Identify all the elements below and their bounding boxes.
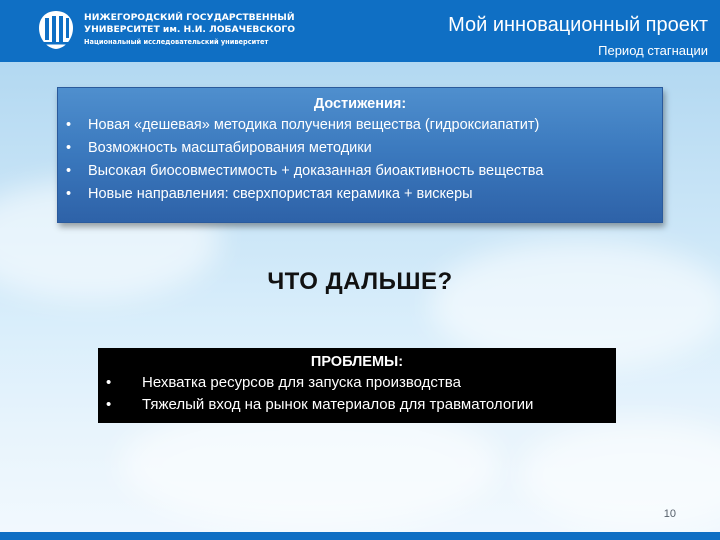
footer-bar [0, 532, 720, 540]
problems-heading: ПРОБЛЕМЫ: [310, 354, 404, 370]
university-name [84, 12, 295, 48]
problems-box [98, 348, 616, 423]
achievement-text: Высокая биосовместимость + доказанная биоактивность вещества [88, 163, 544, 179]
bullet-icon: • [66, 163, 72, 179]
list-item [66, 114, 662, 137]
slide-subtitle: Период стагнации [598, 43, 708, 58]
header-bar [0, 0, 720, 62]
achievements-box [57, 87, 663, 223]
university-line-3: Национальный исследовательский университет [84, 38, 269, 46]
list-item [106, 372, 616, 394]
list-item [106, 394, 616, 416]
list-item [66, 160, 662, 183]
university-line-1: НИЖЕГОРОДСКИЙ ГОСУДАРСТВЕННЫЙ [84, 12, 295, 23]
problem-text: Нехватка ресурсов для запуска производства [142, 374, 461, 391]
problems-list [98, 372, 616, 416]
bullet-icon: • [106, 396, 112, 413]
bullet-icon: • [66, 140, 72, 156]
achievements-heading: Достижения: [313, 96, 407, 112]
achievement-text: Новая «дешевая» методика получения вещества (гидроксиапатит) [88, 117, 540, 133]
question-heading: ЧТО ДАЛЬШЕ? [267, 268, 453, 295]
problem-text: Тяжелый вход на рынок материалов для травматологии [142, 396, 534, 413]
bullet-icon: • [106, 374, 112, 391]
achievement-text: Новые направления: сверхпористая керамика + вискеры [88, 186, 473, 202]
background-cloud [520, 420, 720, 530]
page-number: 10 [663, 508, 676, 520]
bullet-icon: • [66, 186, 72, 202]
university-logo-icon [34, 8, 78, 52]
list-item [66, 137, 662, 160]
list-item [66, 183, 662, 206]
achievements-list [58, 114, 662, 206]
slide-title: Мой инновационный проект [448, 14, 708, 36]
achievement-text: Возможность масштабирования методики [88, 140, 372, 156]
bullet-icon: • [66, 117, 72, 133]
university-line-2: УНИВЕРСИТЕТ им. Н.И. ЛОБАЧЕВСКОГО [84, 24, 296, 35]
